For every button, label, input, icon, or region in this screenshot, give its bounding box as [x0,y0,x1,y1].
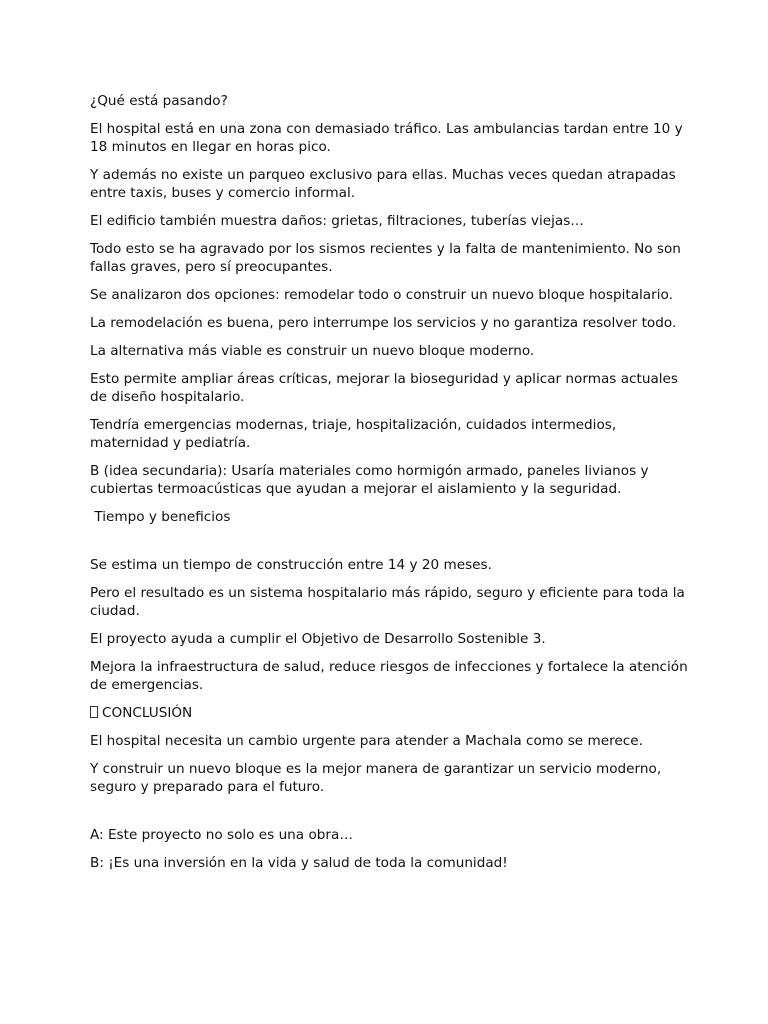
missing-glyph-icon [90,706,98,718]
dialogue-line-b: B: ¡Es una inversión en la vida y salud de toda la comunidad! [90,855,508,871]
paragraph: Y construir un nuevo bloque es la mejor manera de garantizar un servicio moderno, seguro y preparado para el futuro. [90,761,666,795]
paragraph: B (idea secundaria): Usaría materiales como hormigón armado, paneles livianos y cubiertas termoacústicas que ayudan a mejorar el aislamiento y la seguridad. [90,463,653,497]
paragraph: El edificio también muestra daños: grietas, filtraciones, tuberías viejas… [90,213,584,229]
paragraph: La alternativa más viable es construir un nuevo bloque moderno. [90,343,535,359]
paragraph: Tendría emergencias modernas, triaje, hospitalización, cuidados intermedios, maternidad y pediatría. [90,417,621,451]
dialogue-line-a: A: Este proyecto no solo es una obra… [90,827,353,843]
paragraph: La remodelación es buena, pero interrumpe los servicios y no garantiza resolver todo. [90,315,677,331]
conclusion-label: CONCLUSIÓN [102,705,193,721]
heading-que-esta-pasando: ¿Qué está pasando? [90,93,228,109]
blank-line [90,806,690,826]
paragraph: Y además no existe un parqueo exclusivo para ellas. Muchas veces quedan atrapadas entre taxis, buses y comercio informal. [90,167,681,201]
paragraph: El hospital necesita un cambio urgente para atender a Machala como se merece. [90,733,643,749]
paragraph: Se analizaron dos opciones: remodelar todo o construir un nuevo bloque hospitalario. [90,287,673,303]
blank-line [90,536,690,556]
paragraph: Todo esto se ha agravado por los sismos recientes y la falta de mantenimiento. No son fallas graves, pero sí preocupantes. [90,241,686,275]
paragraph: Pero el resultado es un sistema hospitalario más rápido, seguro y eficiente para toda la ciudad. [90,585,690,619]
paragraph: El proyecto ayuda a cumplir el Objetivo de Desarrollo Sostenible 3. [90,631,546,647]
heading-tiempo-beneficios: Tiempo y beneficios [90,509,231,525]
paragraph: El hospital está en una zona con demasiado tráfico. Las ambulancias tardan entre 10 y 18 minutos en llegar en horas pico. [90,121,687,155]
document-body [90,92,693,882]
paragraph: Esto permite ampliar áreas críticas, mejorar la bioseguridad y aplicar normas actuales de diseño hospitalario. [90,371,683,405]
paragraph: Se estima un tiempo de construcción entre 14 y 20 meses. [90,557,492,573]
heading-conclusion [90,704,690,722]
paragraph: Mejora la infraestructura de salud, reduce riesgos de infecciones y fortalece la atención de emergencias. [90,659,693,693]
